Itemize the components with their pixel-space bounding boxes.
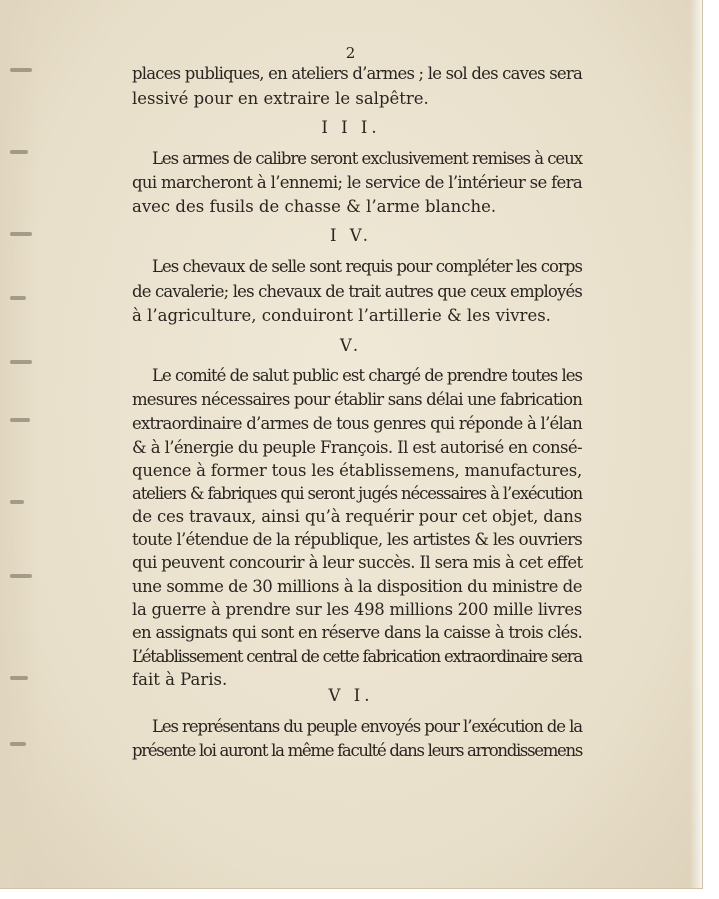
text-line: mesures nécessaires pour établir sans délai une fabrication [132,390,582,409]
stitch-mark [10,574,32,578]
text-line: places publiques, en ateliers d’armes ; le sol des caves sera [132,64,582,83]
text-line: Le comité de salut public est chargé de prendre toutes les [152,366,582,385]
text-line: à l’agriculture, conduiront l’artillerie & les vivres. [132,306,551,325]
stitch-mark [10,676,28,680]
stitch-mark [10,360,32,364]
text-line: présente loi auront la même faculté dans leurs arrondissemens [132,741,582,760]
article-heading: V. [339,336,363,355]
text-line: & à l’énergie du peuple François. Il est autorisé en consé- [132,438,582,457]
text-line: qui peuvent concourir à leur succès. Il sera mis à cet effet [132,553,583,572]
text-line: en assignats qui sont en réserve dans la caisse à trois clés. [132,623,582,642]
article-heading: V I. [328,686,374,705]
stitch-mark [10,742,26,746]
text-line: avec des fusils de chasse & l’arme blanche. [132,197,497,216]
text-line: quence à former tous les établissemens, manufactures, [132,461,582,480]
stitch-mark [10,296,26,300]
text-line: qui marcheront à l’ennemi; le service de l’intérieur se fera [132,173,582,192]
article-heading: I V. [329,226,373,245]
text-line: fait à Paris. [132,670,228,689]
stitch-mark [10,150,28,154]
article-heading: I I I. [321,118,381,137]
text-line: extraordinaire d’armes de tous genres qui réponde à l’élan [132,414,582,433]
text-line: la guerre à prendre sur les 498 millions 200 mille livres [132,600,582,619]
stitch-mark [10,500,24,504]
text-line: lessivé pour en extraire le salpêtre. [132,89,429,108]
stitch-mark [10,418,30,422]
text-line: L’établissement central de cette fabrication extraordinaire sera [132,647,582,666]
text-line: Les armes de calibre seront exclusivement remises à ceux [152,149,582,168]
text-line: de cavalerie; les chevaux de trait autres que ceux employés [132,282,582,301]
stitch-mark [10,68,32,72]
text-line: toute l’étendue de la république, les artistes & les ouvriers [132,530,583,549]
text-line: ateliers & fabriques qui seront jugés nécessaires à l’exécution [132,484,582,503]
text-line: Les chevaux de selle sont requis pour compléter les corps [152,257,582,276]
text-line: de ces travaux, ainsi qu’à requérir pour cet objet, dans [132,507,582,526]
text-line: Les représentans du peuple envoyés pour l’exécution de la [152,717,582,736]
page-number: 2 [345,44,357,62]
text-line: une somme de 30 millions à la disposition du ministre de [132,577,582,596]
